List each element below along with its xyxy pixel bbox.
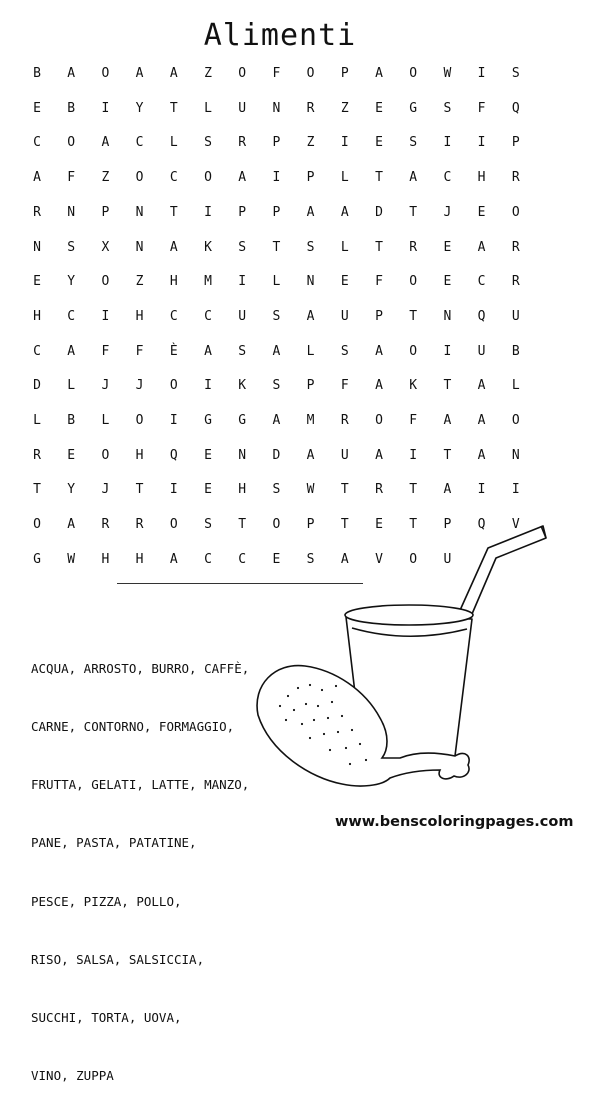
grid-letter: T	[272, 239, 281, 255]
grid-letter: S	[511, 66, 520, 81]
grid-letter: E	[67, 447, 76, 463]
grid-letter: O	[409, 551, 418, 567]
grid-letter: T	[340, 482, 349, 498]
word-list-line: RISO, SALSA, SALSICCIA,	[31, 951, 205, 967]
grid-letter: R	[340, 413, 349, 428]
grid-letter: N	[135, 239, 144, 255]
grid-letter: T	[340, 517, 349, 533]
grid-letter: T	[443, 378, 452, 394]
grid-letter: O	[272, 517, 281, 533]
grid-letter: I	[443, 343, 452, 359]
grid-letter: O	[67, 135, 76, 151]
grid-letter: Z	[340, 100, 349, 116]
grid-letter: A	[306, 204, 315, 220]
grid-letter: S	[204, 135, 212, 151]
grid-letter: P	[238, 204, 247, 220]
grid-letter: N	[67, 204, 76, 220]
grid-letter: A	[477, 447, 486, 463]
grid-letter: L	[340, 239, 349, 255]
grid-letter: V	[511, 517, 520, 533]
grid-letter: O	[169, 378, 178, 394]
grid-letter: O	[135, 413, 144, 428]
grid-letter: S	[340, 343, 349, 359]
grid-letter: P	[375, 308, 383, 324]
word-list-line: FRUTTA, GELATI, LATTE, MANZO,	[31, 777, 250, 793]
grid-letter: A	[67, 343, 76, 359]
grid-letter: I	[169, 482, 178, 498]
grid-letter: E	[272, 551, 281, 567]
grid-letter: R	[135, 517, 144, 533]
grid-letter: O	[101, 66, 110, 81]
grid-letter: T	[375, 170, 383, 186]
grid-letter: Y	[67, 482, 76, 498]
word-list-line: VINO, ZUPPA	[31, 1068, 114, 1084]
grid-letter: R	[511, 274, 520, 290]
grid-letter: E	[204, 447, 212, 463]
grid-letter: B	[67, 413, 76, 428]
word-list-line: PANE, PASTA, PATATINE,	[31, 835, 197, 851]
grid-letter: O	[135, 170, 144, 186]
grid-letter: I	[101, 308, 110, 324]
grid-letter: A	[340, 551, 349, 567]
grid-letter: D	[375, 204, 383, 220]
grid-letter: E	[477, 204, 486, 220]
grid-letter: T	[238, 517, 247, 533]
grid-letter: C	[33, 135, 41, 151]
grid-letter: L	[306, 343, 315, 359]
grid-letter: I	[511, 482, 520, 498]
grid-letter: R	[33, 447, 41, 463]
grid-letter: N	[511, 447, 520, 463]
grid-letter: A	[443, 482, 452, 498]
grid-letter: N	[33, 239, 41, 255]
grid-letter: J	[443, 204, 452, 220]
grid-letter: R	[511, 239, 520, 255]
grid-letter: P	[340, 66, 349, 81]
grid-letter: I	[204, 378, 212, 394]
grid-letter: O	[511, 204, 520, 220]
grid-letter: A	[169, 239, 178, 255]
grid-letter: N	[135, 204, 144, 220]
grid-letter: O	[101, 447, 110, 463]
grid-letter: Z	[101, 170, 110, 186]
grid-letter: C	[169, 308, 178, 324]
grid-letter: I	[340, 135, 349, 151]
grid-letter: Q	[511, 100, 520, 116]
grid-letter: G	[238, 413, 247, 428]
grid-letter: S	[272, 482, 281, 498]
grid-letter: F	[135, 343, 144, 359]
word-list-line: ACQUA, ARROSTO, BURRO, CAFFÈ,	[31, 660, 250, 676]
grid-letter: B	[33, 66, 41, 81]
grid-letter: O	[33, 517, 41, 533]
grid-letter: M	[204, 274, 212, 290]
grid-letter: Z	[306, 135, 315, 151]
grid-letter: H	[135, 447, 144, 463]
grid-letter: S	[238, 343, 247, 359]
grid-letter: T	[135, 482, 144, 498]
grid-letter: G	[33, 551, 41, 567]
grid-letter: T	[409, 482, 418, 498]
grid-letter: L	[169, 135, 178, 151]
grid-letter: C	[238, 551, 247, 567]
grid-letter: T	[33, 482, 41, 498]
grid-letter: H	[135, 308, 144, 324]
grid-letter: A	[375, 66, 383, 81]
grid-letter: P	[272, 204, 281, 220]
grid-letter: C	[204, 308, 212, 324]
page-title: Alimenti	[203, 18, 357, 53]
grid-letter: H	[33, 308, 41, 324]
grid-letter: F	[340, 378, 349, 394]
grid-letter: A	[272, 413, 281, 428]
grid-letter: K	[409, 378, 418, 394]
grid-letter: F	[409, 413, 418, 428]
grid-letter: S	[67, 239, 76, 255]
grid-letter: U	[477, 343, 486, 359]
grid-letter: W	[67, 551, 76, 567]
grid-letter: C	[67, 308, 76, 324]
grid-letter: E	[443, 274, 452, 290]
grid-letter: O	[306, 66, 315, 81]
grid-letter: Y	[135, 100, 144, 116]
grid-letter: R	[409, 239, 418, 255]
grid-letter: H	[101, 551, 110, 567]
grid-letter: C	[135, 135, 144, 151]
grid-letter: C	[477, 274, 486, 290]
grid-letter: H	[238, 482, 247, 498]
grid-letter: S	[443, 100, 452, 116]
grid-letter: F	[272, 66, 281, 81]
grid-letter: A	[101, 135, 110, 151]
grid-letter: O	[409, 274, 418, 290]
grid-letter: P	[272, 135, 281, 151]
grid-letter: F	[101, 343, 110, 359]
grid-letter: N	[238, 447, 247, 463]
grid-letter: I	[272, 170, 281, 186]
grid-letter: H	[135, 551, 144, 567]
grid-letter: È	[169, 343, 178, 359]
grid-letter: G	[409, 100, 418, 116]
grid-letter: G	[204, 413, 212, 428]
grid-letter: K	[204, 239, 212, 255]
grid-letter: T	[169, 100, 178, 116]
grid-letter: T	[409, 204, 418, 220]
grid-letter: O	[101, 274, 110, 290]
grid-letter: L	[67, 378, 76, 394]
grid-letter: L	[272, 274, 281, 290]
grid-letter: J	[135, 378, 144, 394]
grid-letter: A	[272, 343, 281, 359]
grid-letter: A	[135, 66, 144, 81]
grid-letter: A	[67, 66, 76, 81]
grid-letter: T	[375, 239, 383, 255]
grid-letter: U	[340, 308, 349, 324]
grid-letter: O	[409, 343, 418, 359]
grid-letter: A	[238, 170, 247, 186]
grid-letter: U	[340, 447, 349, 463]
grid-letter: A	[375, 343, 383, 359]
grid-letter: W	[443, 66, 452, 81]
grid-letter: P	[306, 517, 315, 533]
grid-letter: H	[477, 170, 486, 186]
grid-letter: E	[33, 100, 41, 116]
grid-letter: E	[375, 517, 383, 533]
grid-letter: J	[101, 378, 110, 394]
grid-letter: I	[477, 135, 486, 151]
grid-letter: F	[375, 274, 383, 290]
grid-letter: P	[306, 378, 315, 394]
grid-letter: I	[443, 135, 452, 151]
grid-letter: O	[204, 170, 212, 186]
grid-letter: U	[238, 308, 247, 324]
grid-letter: Q	[477, 308, 486, 324]
grid-letter: E	[33, 274, 41, 290]
grid-letter: R	[306, 100, 315, 116]
food-illustration	[250, 520, 570, 820]
grid-letter: I	[169, 413, 178, 428]
grid-letter: I	[477, 482, 486, 498]
grid-letter: R	[375, 482, 383, 498]
grid-letter: I	[101, 100, 110, 116]
grid-letter: F	[477, 100, 486, 116]
grid-letter: A	[375, 447, 383, 463]
grid-letter: A	[409, 170, 418, 186]
grid-letter: A	[477, 239, 486, 255]
grid-letter: A	[443, 413, 452, 428]
grid-letter: A	[204, 343, 212, 359]
grid-letter: A	[169, 551, 178, 567]
grid-letter: U	[511, 308, 520, 324]
grid-letter: Q	[169, 447, 178, 463]
grid-letter: A	[306, 308, 315, 324]
grid-letter: I	[238, 274, 247, 290]
grid-letter: P	[306, 170, 315, 186]
grid-letter: Z	[135, 274, 144, 290]
grid-letter: E	[375, 135, 383, 151]
grid-letter: D	[33, 378, 41, 394]
grid-letter: O	[511, 413, 520, 428]
grid-letter: P	[101, 204, 110, 220]
word-list-line: PESCE, PIZZA, POLLO,	[31, 893, 182, 909]
grid-letter: V	[375, 551, 383, 567]
grid-letter: R	[511, 170, 520, 186]
grid-letter: T	[443, 447, 452, 463]
grid-letter: I	[477, 66, 486, 81]
grid-letter: T	[409, 308, 418, 324]
website-credit: www.benscoloringpages.com	[335, 814, 574, 830]
grid-letter: I	[204, 204, 212, 220]
grid-letter: A	[375, 378, 383, 394]
grid-letter: B	[511, 343, 520, 359]
grid-letter: W	[306, 482, 315, 498]
grid-letter: D	[272, 447, 281, 463]
grid-letter: X	[101, 239, 110, 255]
grid-letter: L	[340, 170, 349, 186]
word-list-line: SUCCHI, TORTA, UOVA,	[31, 1010, 182, 1026]
grid-letter: S	[409, 135, 418, 151]
grid-letter: L	[101, 413, 110, 428]
grid-letter: U	[443, 551, 452, 567]
grid-letter: P	[443, 517, 452, 533]
grid-letter: E	[443, 239, 452, 255]
grid-letter: S	[306, 239, 315, 255]
word-list-line: CARNE, CONTORNO, FORMAGGIO,	[31, 719, 235, 735]
grid-letter: R	[238, 135, 247, 151]
grid-letter: I	[409, 447, 418, 463]
grid-letter: S	[272, 378, 281, 394]
grid-letter: A	[306, 447, 315, 463]
grid-letter: O	[409, 66, 418, 81]
grid-letter: Q	[477, 517, 486, 533]
grid-letter: U	[238, 100, 247, 116]
grid-letter: S	[204, 517, 212, 533]
grid-letter: R	[101, 517, 110, 533]
grid-letter: C	[443, 170, 452, 186]
grid-letter: M	[306, 413, 315, 428]
grid-letter: N	[443, 308, 452, 324]
grid-letter: Z	[204, 66, 212, 81]
grid-letter: C	[204, 551, 212, 567]
grid-letter: A	[477, 378, 486, 394]
grid-letter: Y	[67, 274, 76, 290]
grid-letter: E	[340, 274, 349, 290]
grid-letter: S	[272, 308, 281, 324]
grid-letter: C	[33, 343, 41, 359]
grid-letter: C	[169, 170, 178, 186]
grid-letter: S	[306, 551, 315, 567]
grid-letter: P	[511, 135, 520, 151]
grid-letter: A	[169, 66, 178, 81]
grid-letter: S	[238, 239, 247, 255]
grid-letter: A	[33, 170, 41, 186]
grid-letter: O	[238, 66, 247, 81]
grid-letter: A	[67, 517, 76, 533]
grid-letter: E	[204, 482, 212, 498]
grid-letter: J	[101, 482, 110, 498]
grid-letter: A	[477, 413, 486, 428]
grid-letter: F	[67, 170, 76, 186]
grid-letter: H	[169, 274, 178, 290]
grid-letter: L	[33, 413, 41, 428]
grid-letter: N	[272, 100, 281, 116]
grid-letter: T	[169, 204, 178, 220]
grid-letter: A	[340, 204, 349, 220]
grid-letter: O	[169, 517, 178, 533]
grid-letter: L	[511, 378, 520, 394]
grid-letter: T	[409, 517, 418, 533]
grid-letter: R	[33, 204, 41, 220]
grid-letter: N	[306, 274, 315, 290]
grid-letter: B	[67, 100, 76, 116]
grid-letter: O	[375, 413, 383, 428]
grid-letter: E	[375, 100, 383, 116]
grid-letter: K	[238, 378, 247, 394]
grid-letter: L	[204, 100, 212, 116]
